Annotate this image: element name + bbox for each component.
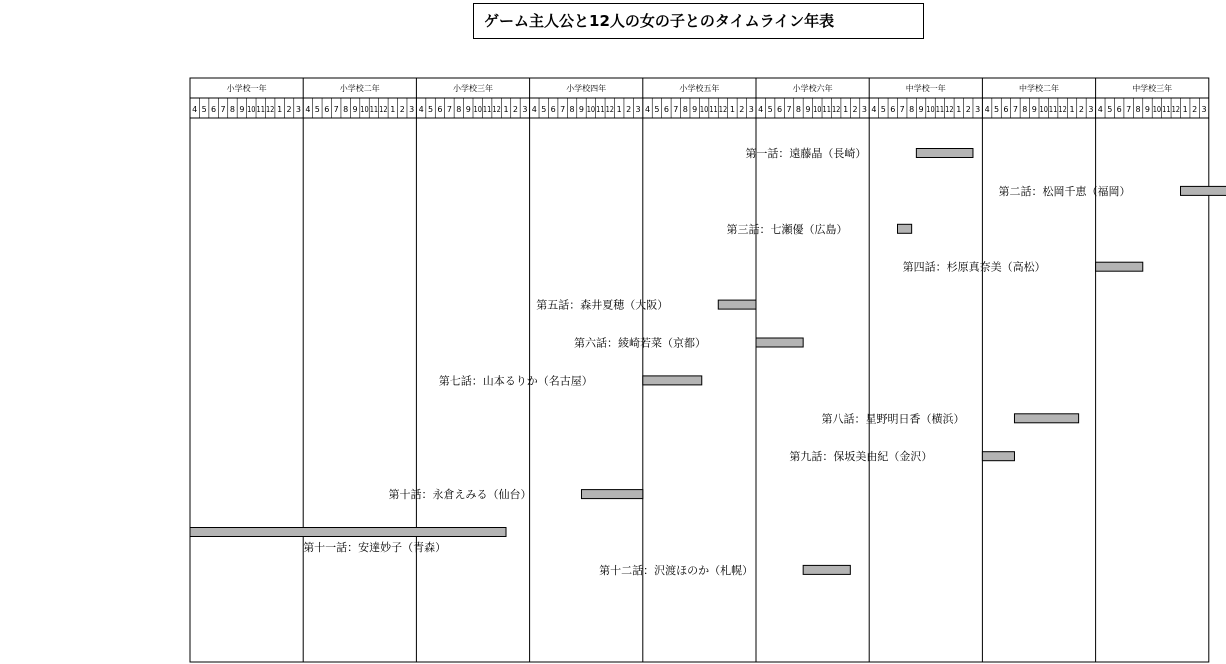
entry-bar bbox=[643, 376, 702, 385]
month-label: 2 bbox=[1078, 105, 1084, 114]
entry-bar bbox=[916, 149, 973, 158]
month-label: 12 bbox=[1171, 105, 1180, 114]
month-label: 3 bbox=[522, 105, 528, 114]
month-label: 9 bbox=[352, 105, 358, 114]
month-label: 12 bbox=[718, 105, 728, 114]
month-label: 6 bbox=[550, 105, 556, 114]
month-label: 9 bbox=[805, 105, 811, 114]
month-label: 12 bbox=[831, 105, 841, 114]
month-label: 1 bbox=[390, 105, 396, 114]
month-label: 8 bbox=[456, 105, 462, 114]
month-label: 10 bbox=[813, 105, 822, 114]
month-label: 9 bbox=[692, 105, 698, 114]
month-label: 2 bbox=[512, 105, 518, 114]
month-label: 7 bbox=[673, 105, 679, 114]
month-label: 11 bbox=[596, 105, 605, 114]
month-label: 9 bbox=[1144, 105, 1151, 114]
month-label: 12 bbox=[492, 105, 501, 114]
month-label: 8 bbox=[1022, 105, 1028, 114]
month-label: 11 bbox=[822, 105, 831, 114]
month-label: 5 bbox=[428, 105, 434, 114]
entry-bar bbox=[1181, 186, 1226, 195]
month-label: 7 bbox=[220, 105, 226, 114]
month-label: 1 bbox=[277, 105, 283, 114]
month-label: 7 bbox=[899, 105, 905, 114]
month-label: 3 bbox=[1201, 105, 1207, 114]
year-label: 小学校四年 bbox=[566, 84, 607, 93]
month-label: 10 bbox=[699, 105, 709, 114]
month-label: 12 bbox=[1058, 105, 1067, 114]
entry-label: 第五話：森井夏穂（大阪） bbox=[536, 298, 669, 312]
month-label: 11 bbox=[1162, 105, 1171, 114]
month-label: 7 bbox=[1012, 105, 1018, 114]
month-label: 1 bbox=[503, 105, 509, 114]
year-label: 小学校三年 bbox=[453, 84, 493, 93]
month-label: 10 bbox=[926, 105, 935, 114]
month-label: 12 bbox=[945, 105, 954, 114]
month-label: 9 bbox=[918, 105, 924, 114]
entry-label: 第八話：星野明日香（横浜） bbox=[821, 412, 965, 426]
month-label: 3 bbox=[1088, 105, 1094, 114]
month-label: 6 bbox=[1003, 105, 1009, 114]
month-label: 4 bbox=[305, 105, 311, 114]
year-label: 小学校五年 bbox=[679, 84, 720, 93]
month-label: 4 bbox=[192, 105, 198, 114]
month-label: 6 bbox=[211, 105, 217, 114]
month-label: 10 bbox=[247, 105, 256, 114]
entry-bar bbox=[756, 338, 803, 347]
entry-bar bbox=[982, 452, 1014, 461]
month-label: 5 bbox=[767, 105, 773, 114]
month-label: 6 bbox=[777, 105, 783, 114]
month-label: 6 bbox=[437, 105, 443, 114]
month-label: 6 bbox=[663, 105, 669, 114]
month-label: 7 bbox=[333, 105, 339, 114]
month-label: 5 bbox=[880, 105, 886, 114]
entry-label: 第七話：山本るりか（名古屋） bbox=[438, 374, 593, 388]
month-label: 5 bbox=[201, 105, 207, 114]
entry-label: 第六話：綾崎若菜（京都） bbox=[574, 336, 706, 350]
month-label: 3 bbox=[635, 105, 641, 114]
entry-label: 第九話：保坂美由紀（金沢） bbox=[789, 450, 933, 464]
month-label: 4 bbox=[984, 105, 990, 114]
month-label: 10 bbox=[1152, 105, 1162, 114]
month-label: 11 bbox=[709, 105, 718, 114]
month-label: 2 bbox=[739, 105, 745, 114]
month-label: 8 bbox=[682, 105, 688, 114]
month-label: 10 bbox=[473, 105, 482, 114]
year-label: 小学校六年 bbox=[792, 84, 833, 93]
month-label: 2 bbox=[286, 105, 292, 114]
month-label: 8 bbox=[795, 105, 801, 114]
chart-header bbox=[190, 83, 1207, 118]
year-label: 中学校二年 bbox=[1019, 84, 1059, 93]
month-label: 12 bbox=[605, 105, 614, 114]
entry-bar bbox=[718, 300, 756, 309]
month-label: 10 bbox=[1039, 105, 1048, 114]
month-label: 2 bbox=[626, 105, 632, 114]
month-label: 8 bbox=[909, 105, 915, 114]
month-label: 7 bbox=[446, 105, 452, 114]
month-label: 6 bbox=[1116, 105, 1122, 114]
month-label: 4 bbox=[758, 105, 764, 114]
month-label: 11 bbox=[482, 105, 492, 114]
year-label: 小学校二年 bbox=[339, 84, 380, 93]
month-label: 11 bbox=[369, 105, 379, 114]
month-label: 8 bbox=[569, 105, 575, 114]
month-label: 9 bbox=[239, 105, 245, 114]
month-label: 8 bbox=[1135, 105, 1141, 114]
month-label: 7 bbox=[1126, 105, 1132, 114]
month-label: 4 bbox=[1097, 105, 1103, 114]
month-label: 7 bbox=[560, 105, 566, 114]
month-label: 1 bbox=[616, 105, 622, 114]
entry-bar bbox=[190, 528, 506, 537]
month-label: 5 bbox=[1107, 105, 1113, 114]
entry-label: 第二話：松岡千恵（福岡） bbox=[998, 184, 1131, 198]
month-label: 2 bbox=[852, 105, 858, 114]
entry-label: 第十二話：沢渡ほのか（札幌） bbox=[599, 563, 754, 577]
chart-rows bbox=[190, 146, 1226, 577]
month-label: 8 bbox=[229, 105, 235, 114]
month-label: 11 bbox=[256, 105, 265, 114]
month-label: 9 bbox=[578, 105, 585, 114]
entry-bar bbox=[1014, 414, 1078, 423]
month-label: 4 bbox=[871, 105, 877, 114]
month-label: 1 bbox=[729, 105, 735, 114]
entry-bar bbox=[803, 565, 850, 574]
month-label: 5 bbox=[314, 105, 320, 114]
year-label: 中学校一年 bbox=[905, 84, 946, 93]
month-label: 11 bbox=[1048, 105, 1058, 114]
month-label: 12 bbox=[379, 105, 388, 114]
month-label: 4 bbox=[418, 105, 424, 114]
month-label: 7 bbox=[786, 105, 792, 114]
month-label: 3 bbox=[975, 105, 981, 114]
month-label: 6 bbox=[890, 105, 896, 114]
month-label: 5 bbox=[541, 105, 547, 114]
entry-label: 第三話：七瀬優（広島） bbox=[726, 222, 848, 236]
month-label: 4 bbox=[644, 105, 651, 114]
month-label: 3 bbox=[861, 105, 868, 114]
month-label: 2 bbox=[965, 105, 971, 114]
month-label: 3 bbox=[409, 105, 415, 114]
month-label: 1 bbox=[956, 105, 962, 114]
entry-bar bbox=[1096, 262, 1143, 271]
month-label: 6 bbox=[324, 105, 330, 114]
month-label: 1 bbox=[843, 105, 849, 114]
entry-label: 第十一話：安達妙子（青森） bbox=[303, 541, 447, 554]
entry-label: 第四話：杉原真奈美（高松） bbox=[902, 260, 1046, 274]
year-label: 中学校三年 bbox=[1132, 84, 1173, 93]
month-label: 5 bbox=[994, 105, 1000, 114]
month-label: 12 bbox=[265, 105, 275, 114]
year-label: 小学校一年 bbox=[226, 84, 267, 93]
chart-title: ゲーム主人公と12人の女の子とのタイムライン年表 bbox=[473, 3, 924, 39]
month-label: 11 bbox=[935, 105, 945, 114]
month-label: 9 bbox=[465, 105, 471, 114]
entry-label: 第十話：永倉えみる（仙台） bbox=[388, 488, 532, 502]
month-label: 3 bbox=[748, 105, 754, 114]
month-label: 2 bbox=[1192, 105, 1198, 114]
month-label: 3 bbox=[295, 105, 302, 114]
entry-bar bbox=[898, 224, 912, 233]
month-label: 1 bbox=[1182, 105, 1188, 114]
month-label: 4 bbox=[531, 105, 537, 114]
month-label: 5 bbox=[654, 105, 660, 114]
entry-bar bbox=[581, 490, 642, 499]
month-label: 2 bbox=[399, 105, 405, 114]
entry-label: 第一話：遠藤晶（長崎） bbox=[745, 147, 867, 160]
month-label: 10 bbox=[586, 105, 596, 114]
month-label: 1 bbox=[1069, 105, 1075, 114]
month-label: 10 bbox=[360, 105, 369, 114]
month-label: 8 bbox=[343, 105, 349, 114]
month-label: 9 bbox=[1031, 105, 1037, 114]
